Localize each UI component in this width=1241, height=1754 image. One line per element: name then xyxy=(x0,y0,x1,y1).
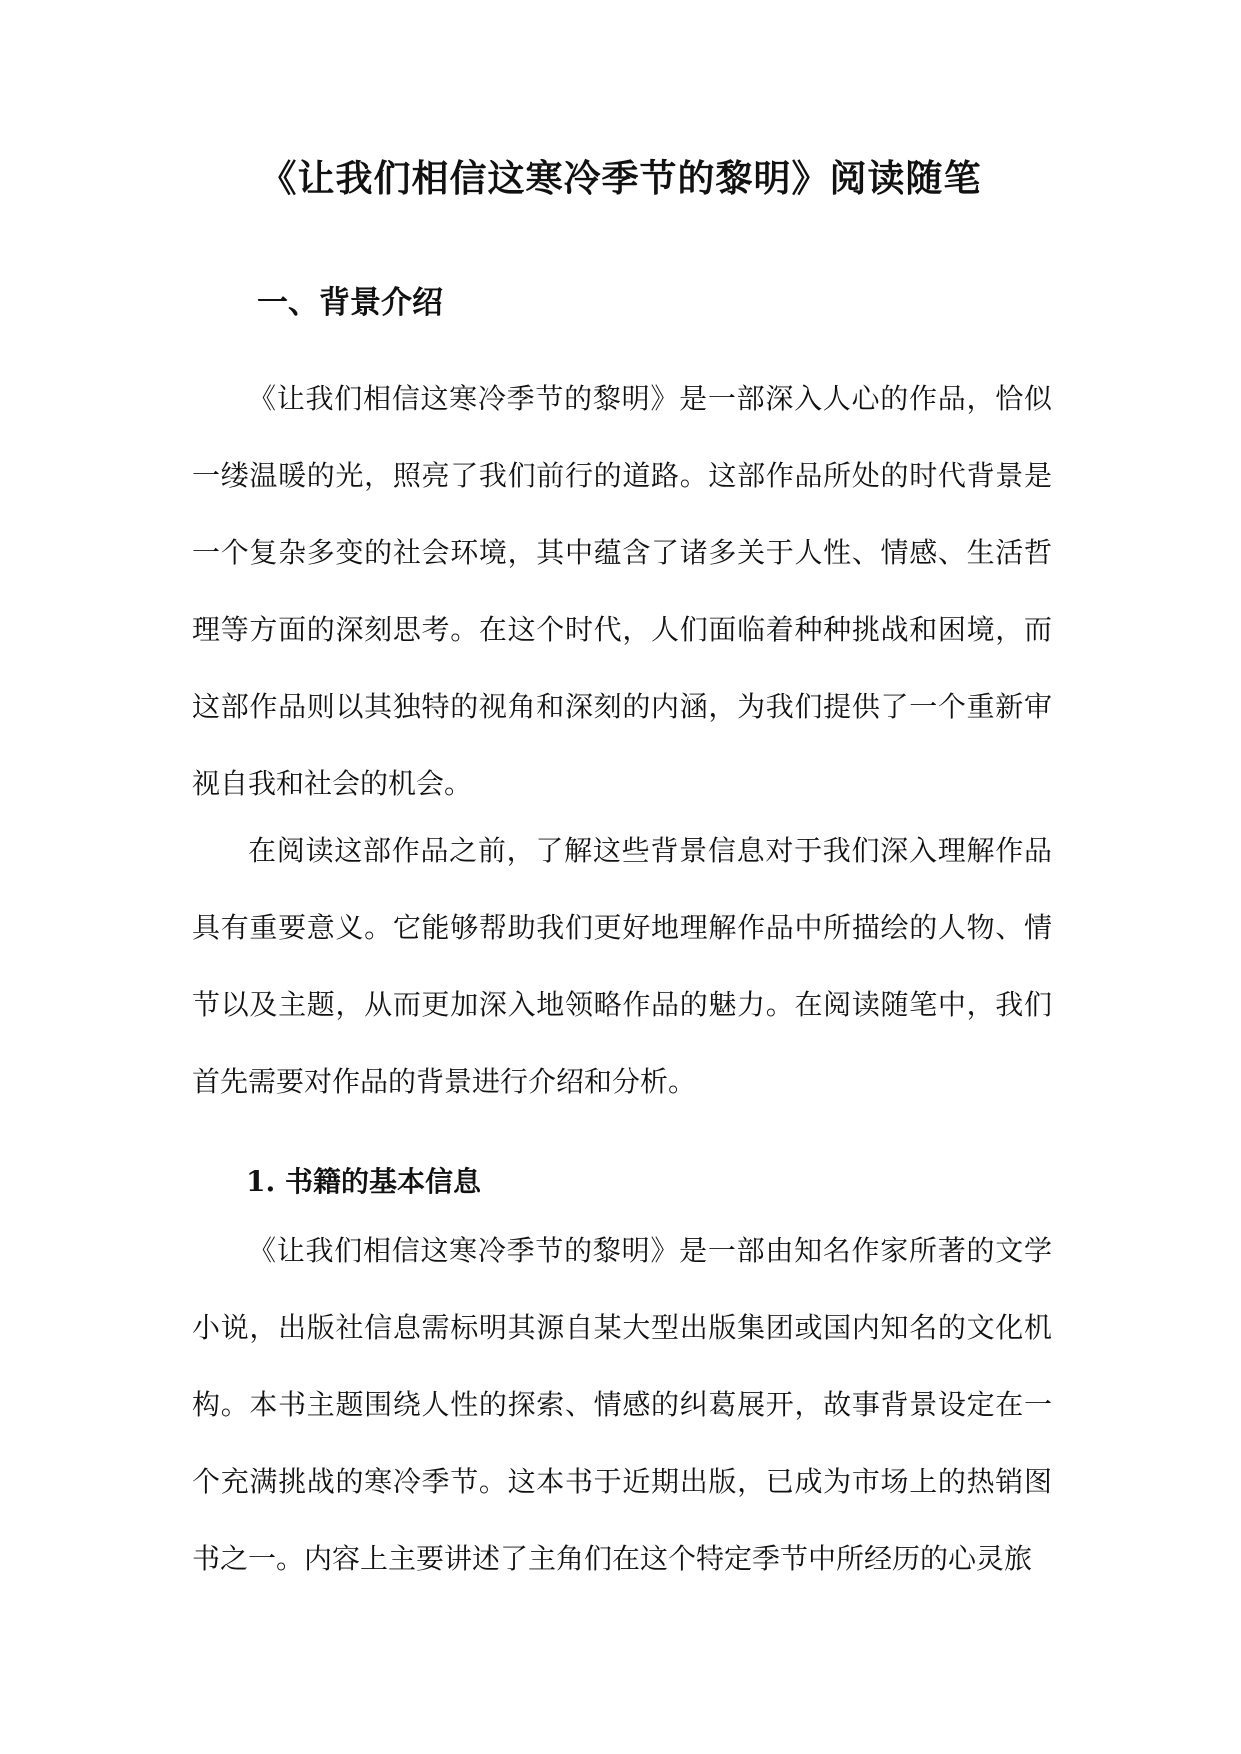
subsection-heading-book-info: 1. 书籍的基本信息 xyxy=(246,1165,481,1198)
document-title: 《让我们相信这寒冷季节的黎明》阅读随笔 xyxy=(259,156,982,200)
section-heading-background: 一、背景介绍 xyxy=(257,285,443,321)
book-info-paragraph: 《让我们相信这寒冷季节的黎明》是一部由知名作家所著的文学小说，出版社信息需标明其源自某大型出版集团或国内知名的文化机构。本书主题围绕人性的探索、情感的纠葛展开，故事背景设定在一个充满挑战的寒冷季节。这本书于近期出版，已成为市场上的热销图书之一。内容上主要讲述了主角们在这个特定季节中所经历的心灵旅 xyxy=(192,1234,1052,1575)
background-paragraph-2: 在阅读这部作品之前，了解这些背景信息对于我们深入理解作品具有重要意义。它能够帮助我们更好地理解作品中所描绘的人物、情节以及主题，从而更加深入地领略作品的魅力。在阅读随笔中，我们首先需要对作品的背景进行介绍和分析。 xyxy=(192,834,1052,1098)
background-paragraph-1: 《让我们相信这寒冷季节的黎明》是一部深入人心的作品，恰似一缕温暖的光，照亮了我们前行的道路。这部作品所处的时代背景是一个复杂多变的社会环境，其中蕴含了诸多关于人性、情感、生活哲理等方面的深刻思考。在这个时代，人们面临着种种挑战和困境，而这部作品则以其独特的视角和深刻的内涵，为我们提供了一个重新审视自我和社会的机会。 xyxy=(192,382,1052,800)
